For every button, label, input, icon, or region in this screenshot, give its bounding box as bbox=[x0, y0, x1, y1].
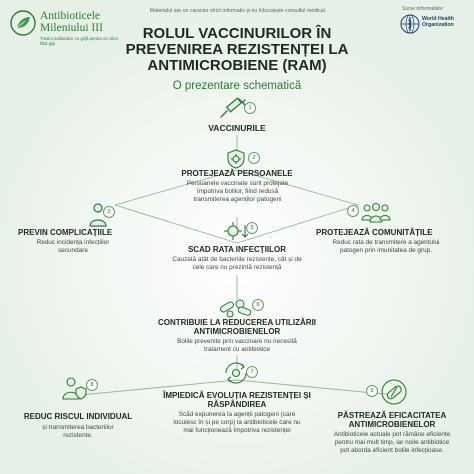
shield-virus-icon bbox=[223, 148, 249, 170]
protect-persons-desc: Persoanele vaccinate sunt protejate împotriva bolilor, fiind redusă transmiterea agenților patogeni bbox=[186, 180, 289, 203]
who-name-line1: World Health bbox=[422, 16, 454, 22]
page-subtitle: O prezentare schematică bbox=[172, 80, 302, 92]
pills-icon bbox=[218, 296, 254, 318]
prevent-resistance-heading: ÎMPIEDICĂ EVOLUȚIA REZISTENȚEI ȘI RĂSPÂNDIREA bbox=[163, 391, 311, 410]
reduce-antimicrobial-use-desc: Bolile prevenite prin vaccinare nu necesită tratament cu antibiotice bbox=[177, 338, 297, 353]
protect-communities-desc: Reduc rata de transmitere a agentului patogen prin imunitatea de grup. bbox=[332, 239, 440, 254]
preserve-efficacy-desc: Antibioticele actuale pot rămâne eficiente pentru mai mult timp, iar noile antibiotice pot aborda eficient bolile infecțioase. bbox=[333, 431, 451, 454]
prevent-resistance-desc: Scăd expunerea la agenții patogeni (care locuiesc în și pe corp) la antibioticele care nu mai funcționează împotriva rezistenței bbox=[173, 411, 301, 434]
who-logo bbox=[400, 14, 470, 36]
logo-title bbox=[40, 10, 103, 34]
page-title: ROLUL VACCINURILOR ÎN PREVENIREA REZISTENȚEI LA ANTIMICROBIENE (RAM) bbox=[125, 25, 349, 75]
leaf-logo-icon bbox=[10, 10, 36, 36]
who-emblem-icon bbox=[400, 14, 420, 34]
who-name-line2: Organization bbox=[422, 21, 454, 28]
vaccines-heading: VACCINURILE bbox=[208, 123, 266, 133]
prevent-complications-heading: PREVIN COMPLICAȚIILE bbox=[18, 228, 113, 237]
logo-title-line1: Antibioticele bbox=[40, 10, 101, 22]
reduce-individual-risk-heading: REDUC RISCUL INDIVIDUAL bbox=[23, 412, 133, 421]
reduce-individual-risk-desc: și transmiterea bacteriilor rezistente. bbox=[42, 424, 114, 439]
group-icon bbox=[360, 202, 392, 226]
logo-subtitle: Trusim antibiotice cu grijă pentru un viitor fără griji bbox=[40, 36, 119, 47]
prevent-complications-desc: Reduc incidența infecțiilor secundare bbox=[36, 239, 110, 254]
step-number-6: 6 bbox=[252, 299, 264, 311]
logo-title-line2: Mileniului III bbox=[40, 22, 103, 35]
source-label: Surse informatiilor: bbox=[402, 6, 444, 12]
step-number-1: 1 bbox=[244, 102, 256, 114]
step-number-9: 9 bbox=[366, 385, 378, 397]
preserve-efficacy-heading: PĂSTREAZĂ EFICACITATEA ANTIMICROBIENELOR bbox=[337, 411, 447, 430]
reduce-antimicrobial-use-heading: CONTRIBUIE LA REDUCEREA UTILIZĂRII ANTIMICROBIENELOR bbox=[157, 318, 317, 337]
step-number-5: 5 bbox=[246, 222, 258, 234]
who-name bbox=[422, 17, 454, 29]
step-number-3: 3 bbox=[103, 206, 115, 218]
reduce-infections-heading: SCAD RATA INFECȚIILOR bbox=[187, 245, 287, 254]
protect-communities-heading: PROTEJEAZĂ COMUNITĂȚILE bbox=[316, 228, 433, 237]
step-number-2: 2 bbox=[248, 152, 260, 164]
person-shield-icon bbox=[60, 375, 88, 403]
reduce-infections-desc: Cauzată atât de bacteriile rezistente, cât și de cele care nu prezintă rezistență bbox=[172, 256, 302, 271]
step-number-8: 8 bbox=[86, 379, 98, 391]
pill-capsule-icon bbox=[380, 378, 408, 406]
protect-persons-heading: PROTEJEAZĂ PERSOANELE bbox=[181, 169, 293, 178]
disclaimer-text: Materialul are un caracter strict informativ și nu înlocuiește consultul medical. bbox=[149, 8, 327, 14]
step-number-4: 4 bbox=[347, 205, 359, 217]
step-number-7: 7 bbox=[246, 366, 258, 378]
virus-down-icon bbox=[222, 219, 248, 243]
